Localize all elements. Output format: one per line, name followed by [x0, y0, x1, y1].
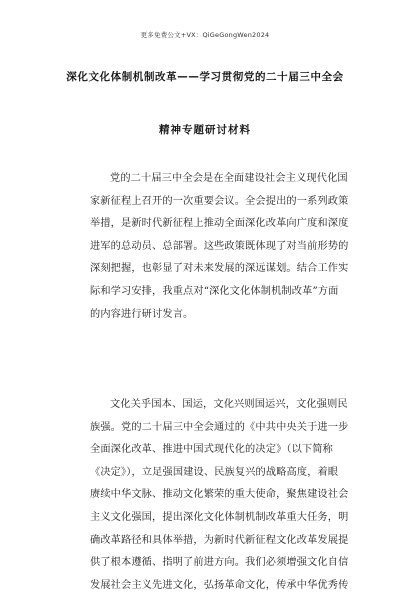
paragraph-line: 全面深化改革、推进中国式现代化的决定》（以下简称: [90, 444, 333, 456]
paragraph-line: 确改革路径和具体举措，为新时代新征程文化改革发展提: [90, 534, 349, 546]
paragraph-line: 深刻把握，也彰显了对未来发展的深远谋划。结合工作实: [90, 263, 349, 275]
paragraph-line: 文化关乎国本、国运，文化兴则国运兴，文化强则民: [110, 399, 348, 410]
paragraph-line: 《决定》），立足强国建设、民族复兴的战略高度，着眼: [90, 466, 339, 478]
paragraph-line: 进军的总动员、总部署。这些政策既体现了对当前形势的: [90, 240, 349, 252]
document-title: 深化文化体制机制改革——学习贯彻党的二十届三中全会: [66, 71, 344, 83]
paragraph-line: 赓续中华文脉、推动文化繁荣的重大使命，聚焦建设社会: [90, 489, 349, 501]
paragraph-line: 党的二十届三中全会是在全面建设社会主义现代化国: [110, 173, 348, 184]
paragraph-line: 主义文化强国，提出深化文化体制机制改革重大任务，明: [90, 511, 349, 523]
paragraph-line: 际和学习安排，我重点对“深化文化体制机制改革”方面: [90, 285, 339, 297]
paragraph-line: 家新征程上召开的一次重要会议。全会提出的一系列政策: [90, 195, 349, 207]
paragraph-line: 举措，是新时代新征程上推动全面深化改革向广度和深度: [90, 218, 349, 230]
paragraph-1: [90, 168, 349, 326]
header-note: 更多免费公文+VX：QiGeGongWen2024: [140, 31, 270, 39]
document-subtitle: 精神专题研讨材料: [159, 124, 251, 136]
paragraph-line: 族强。党的二十届三中全会通过的《中共中央关于进一步: [90, 421, 349, 433]
paragraph-line: 发展社会主义先进文化，弘扬革命文化，传承中华优秀传: [90, 579, 349, 591]
paragraph-line: 的内容进行研讨发言。: [90, 308, 194, 320]
paragraph-2: [90, 394, 349, 597]
paragraph-line: 供了根本遵循、指明了前进方向。我们必须增强文化自信: [90, 557, 349, 569]
